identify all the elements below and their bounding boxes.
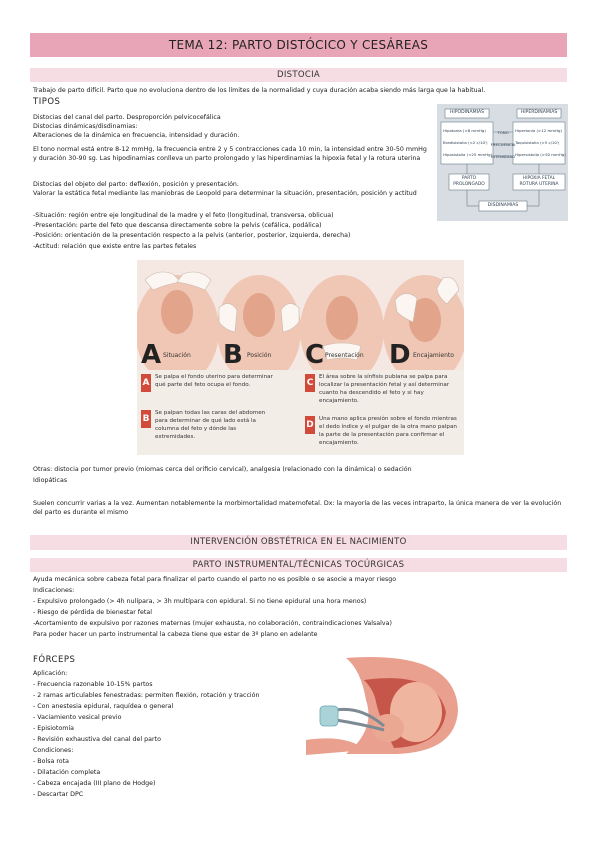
hipoxia-label: HIPOXIA FETAL: [522, 176, 556, 181]
tono-label: TONO: [497, 130, 509, 135]
text-line: - 2 ramas articulables fenestradas: permiten flexión, rotación y tracción: [33, 692, 260, 699]
concurrir-paragraph: Suelen concurrir varias a la vez. Aumentan notablemente la morbimortalidad maternofetal. Dx: la mayoría de las veces intraparto, la única manera de ver la evolución del parto es durante el mismo: [33, 500, 562, 516]
text-line: - Vaciamiento vesical previo: [33, 714, 122, 721]
text-line: -Posición: orientación de la presentación respecto a la pelvis (anterior, posterior, izquierda, derecha): [33, 232, 351, 239]
otras-line: Otras: distocia por tumor previo (miomas cerca del orificio cervical), analgesia (relacionado con la dinámica) o sedación: [33, 466, 412, 473]
text-line: Valorar la estática fetal mediante las maniobras de Leopold para determinar la situación, presentación, posición y actitud: [33, 190, 417, 197]
text-line: - Expulsivo prolongado (> 4h nulípara, > 3h multípara con epidural. Si no tiene epidural una hora menos): [33, 598, 367, 605]
frecuencia-label: FRECUENCIA: [490, 142, 516, 147]
step-letter-a: A: [141, 340, 162, 370]
idiopaticas-line: Idiopáticas: [33, 477, 68, 484]
text-line: Ayuda mecánica sobre cabeza fetal para finalizar el parto cuando el parto no es posible o se asocie a mayor riesgo: [33, 576, 397, 583]
text-line: - Cabeza encajada (III plano de Hodge): [33, 780, 156, 787]
desc-letter-a: A: [141, 374, 151, 392]
desc-letter-b: B: [141, 410, 151, 428]
text-line: Condiciones:: [33, 747, 74, 754]
forceps-heading: FÓRCEPS: [33, 655, 76, 665]
section-instrumental: PARTO INSTRUMENTAL/TÉCNICAS TOCÚRGICAS: [30, 558, 567, 572]
prolongado-label: PROLONGADO: [453, 182, 485, 187]
desc-text-d: Una mano aplica presión sobre el fondo mientras el dedo índice y el pulgar de la otra mano palpan la parte de la presentación para confirmar el encajamiento.: [319, 416, 457, 446]
text-line: Distocias del objeto del parto: deflexión, posición y presentación.: [33, 181, 239, 188]
step-letter-b: B: [223, 340, 243, 370]
desc-text-c: El área sobre la sínfisis pubiana se palpa para localizar la presentación fetal y así determinar cuanto ha descendido el feto y si hay encajamiento.: [319, 374, 450, 404]
hipodinamias-label: HIPODINAMIAS: [449, 110, 485, 115]
hipotonia-label: Hipotonía (<8 mmHg): [443, 128, 486, 133]
leopold-maneuvers-figure: [137, 260, 464, 455]
text-line: - Descartar DPC: [33, 791, 84, 798]
hiperdinamias-label: HIPERDINAMIAS: [520, 110, 558, 115]
desc-letter-c: C: [305, 374, 315, 392]
parto-label: PARTO: [461, 176, 477, 181]
section-distocia: DISTOCIA: [30, 68, 567, 82]
text-line: -Presentación: parte del feto que descansa directamente sobre la pelvis (cefálica, podálica): [33, 222, 322, 229]
section-intervencion: INTERVENCIÓN OBSTÉTRICA EN EL NACIMIENTO: [30, 535, 567, 550]
distocia-intro: Trabajo de parto difícil. Parto que no evoluciona dentro de los límites de la normalidad y cuya duración acaba siendo más larga que la habitual.: [33, 87, 486, 94]
text-line: -Situación: región entre eje longitudinal de la madre y el feto (longitudinal, transversa, oblicua): [33, 212, 334, 219]
text-line: El tono normal está entre 8-12 mmHg, la frecuencia entre 2 y 5 contracciones cada 10 min, la intensidad entre 30-50 mmHg y duración 30-90 sg. Las hipodinamias conlleva un parto prolongado y las hiperdinamias la hipoxia fetal y la rotura uterina: [33, 146, 427, 162]
rotura-label: ROTURA UTERINA: [519, 182, 559, 187]
disdinamias-label: DISDINAMIAS: [487, 203, 519, 208]
intensidad-label: INTENSIDAD: [490, 154, 515, 159]
step-label-presentacion: Presentación: [325, 352, 364, 359]
step-label-encajamiento: Encajamiento: [413, 352, 454, 359]
text-line: -Acortamiento de expulsivo por razones maternas (mujer exhausta, no colaboración, contraindicaciones Valsalva): [33, 620, 392, 627]
taquisistolia-label: Taquisistolia (>5 c/10'): [515, 140, 560, 145]
desc-text-b: Se palpan todas las caras del abdomen para determinar de qué lado está la columna del feto y dónde las extremidades.: [155, 410, 266, 440]
text-line: - Frecuencia razonable 10-15% partos: [33, 681, 153, 688]
text-line: - Revisión exhaustiva del canal del parto: [33, 736, 161, 743]
step-label-posicion: Posición: [247, 352, 272, 359]
hiposistolia-label: Hiposistolia (<25 mmHg): [443, 152, 493, 157]
text-line: Aplicación:: [33, 670, 68, 677]
disdinamias-diagram: [437, 104, 568, 221]
hipersistolia-label: Hipersistolia (>50 mmHg): [515, 152, 566, 157]
text-line: - Riesgo de pérdida de bienestar fetal: [33, 609, 152, 616]
hipertonia-label: Hipertonía (>12 mmHg): [515, 128, 563, 133]
step-letter-c: C: [305, 340, 325, 370]
text-line: - Con anestesia epidural, raquídea o general: [33, 703, 174, 710]
text-line: Alteraciones de la dinámica en frecuencia, intensidad y duración.: [33, 132, 240, 139]
text-line: - Bolsa rota: [33, 758, 69, 765]
text-line: Distocias dinámicas/disdinamias:: [33, 123, 138, 130]
text-line: Para poder hacer un parto instrumental la cabeza tiene que estar de 3º plano en adelante: [33, 631, 318, 638]
forceps-illustration: [306, 650, 462, 755]
text-line: Distocias del canal del parto. Desproporción pelvicocefálica: [33, 114, 221, 121]
text-line: Indicaciones:: [33, 587, 75, 594]
step-letter-d: D: [389, 340, 411, 370]
text-line: - Episiotomía: [33, 725, 74, 732]
tipos-heading: TIPOS: [33, 97, 61, 107]
desc-text-a: Se palpa el fondo uterino para determinar qué parte del feto ocupa el fondo.: [155, 374, 273, 388]
desc-letter-d: D: [305, 416, 315, 434]
text-line: - Dilatación completa: [33, 769, 101, 776]
bradisistolia-label: Bradisistolia (<2 c/10'): [443, 140, 488, 145]
step-label-situacion: Situación: [163, 352, 191, 359]
text-line: -Actitud: relación que existe entre las partes fetales: [33, 243, 197, 250]
page-title: TEMA 12: PARTO DISTÓCICO Y CESÁREAS: [30, 33, 567, 57]
